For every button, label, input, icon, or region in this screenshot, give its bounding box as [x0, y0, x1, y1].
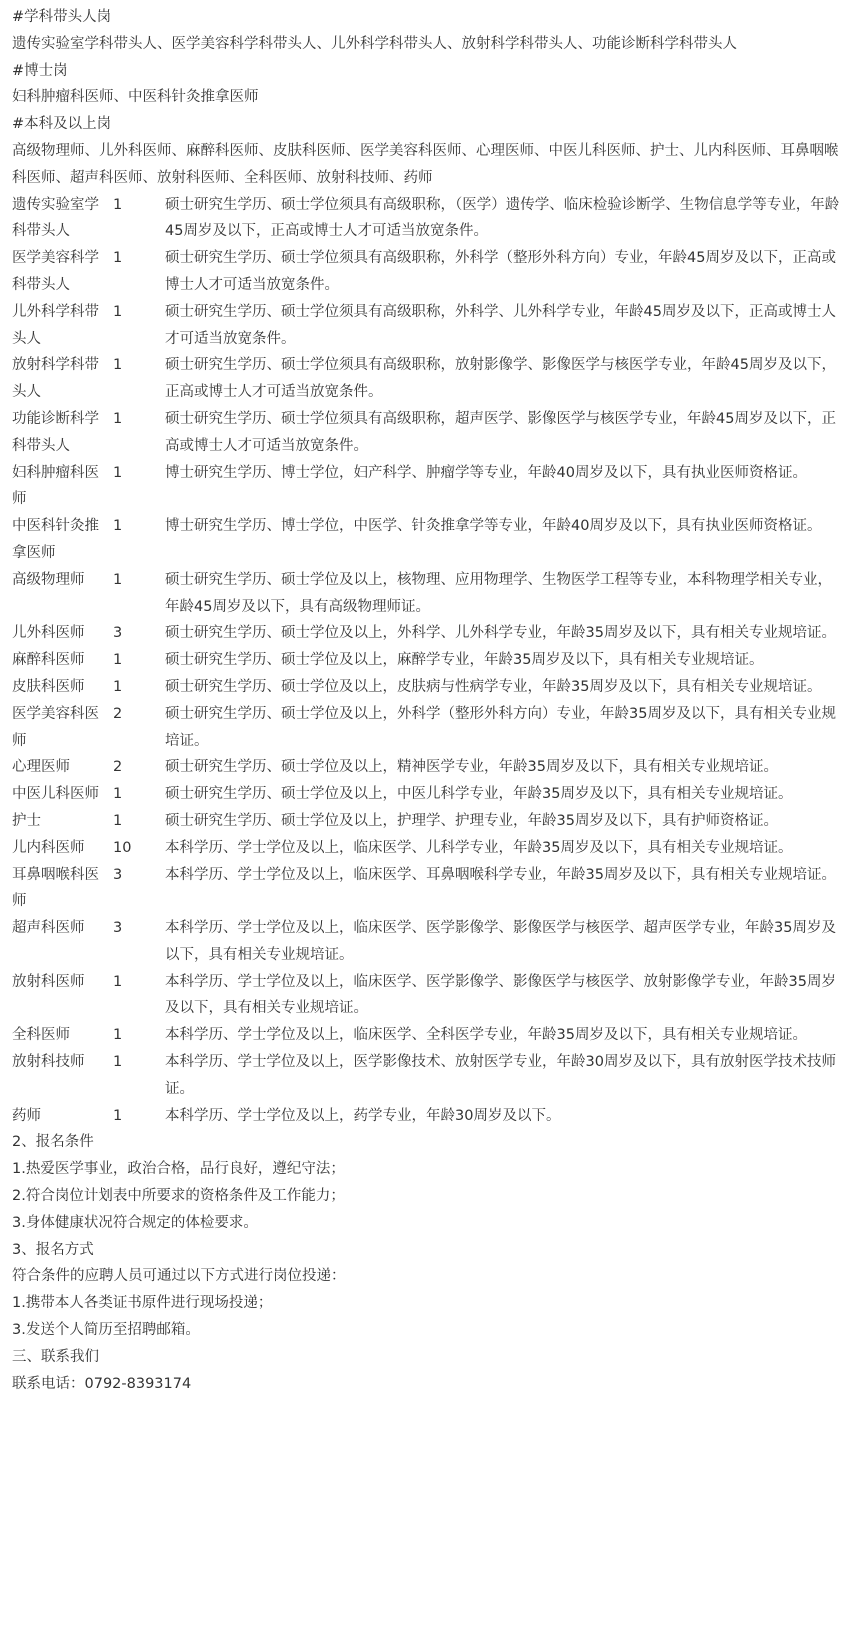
position-name: 中医科针灸推拿医师 — [12, 518, 99, 561]
position-count: 1 — [113, 571, 123, 588]
table-row — [12, 915, 843, 969]
condition-item: 2.符合岗位计划表中所要求的资格条件及工作能力； — [12, 1188, 345, 1205]
table-row — [12, 406, 843, 460]
table-row — [12, 647, 843, 674]
table-row — [12, 862, 843, 916]
position-name: 儿内科医师 — [12, 839, 85, 856]
position-name: 放射科学科带头人 — [12, 357, 99, 401]
position-name: 医学美容科医师 — [12, 705, 99, 749]
positions-table — [12, 192, 843, 1130]
table-row — [12, 460, 843, 514]
position-count: 1 — [113, 812, 123, 829]
table-row — [12, 192, 843, 246]
table-row — [12, 754, 843, 781]
position-name: 儿外科学科带头人 — [12, 303, 99, 347]
table-row — [12, 1103, 843, 1130]
position-count: 1 — [113, 1027, 123, 1044]
position-name: 耳鼻咽喉科医师 — [12, 866, 99, 910]
position-name: 全科医师 — [12, 1027, 70, 1044]
table-row — [12, 1049, 843, 1103]
method-item: 3.发送个人简历至招聘邮箱。 — [12, 1322, 200, 1339]
position-name: 皮肤科医师 — [12, 678, 85, 695]
bachelor-positions-list: 高级物理师、儿外科医师、麻醉科医师、皮肤科医师、医学美容科医师、心理医师、中医儿科医师、护士、儿内科医师、耳鼻咽喉科医师、超声科医师、放射科医师、全科医师、放射科技师、药师 — [12, 142, 839, 186]
table-row — [12, 620, 843, 647]
method-intro: 符合条件的应聘人员可通过以下方式进行岗位投递： — [12, 1268, 346, 1285]
position-requirements: 博士研究生学历、博士学位，中医学、针灸推拿学等专业，年龄40周岁及以下，具有执业医师资格证。 — [165, 518, 822, 535]
doctoral-positions-list: 妇科肿瘤科医师、中医科针灸推拿医师 — [12, 89, 259, 106]
table-row — [12, 299, 843, 353]
position-requirements: 硕士研究生学历、硕士学位及以上，护理学、护理专业，年龄35周岁及以下，具有护师资格证。 — [165, 812, 778, 829]
position-count: 1 — [113, 1107, 123, 1124]
position-requirements: 硕士研究生学历、硕士学位须具有高级职称，超声医学、影像医学与核医学专业，年龄45周岁及以下，正高或博士人才可适当放宽条件。 — [165, 410, 836, 454]
position-count: 2 — [113, 759, 123, 776]
position-requirements: 硕士研究生学历、硕士学位及以上，麻醉学专业，年龄35周岁及以下，具有相关专业规培证。 — [165, 652, 764, 669]
position-count: 1 — [113, 410, 123, 427]
position-name: 中医儿科医师 — [12, 786, 99, 803]
position-requirements: 硕士研究生学历、硕士学位须具有高级职称，外科学（整形外科方向）专业，年龄45周岁及以下，正高或博士人才可适当放宽条件。 — [165, 250, 836, 293]
position-requirements: 硕士研究生学历、硕士学位须具有高级职称，（医学）遗传学、临床检验诊断学、生物信息学等专业，年龄45周岁及以下，正高或博士人才可适当放宽条件。 — [165, 196, 840, 240]
position-name: 超声科医师 — [12, 920, 85, 937]
position-requirements: 本科学历、学士学位及以上，临床医学、耳鼻咽喉科学专业，年龄35周岁及以下，具有相关专业规培证。 — [165, 866, 836, 883]
position-count: 1 — [113, 973, 123, 990]
position-requirements: 本科学历、学士学位及以上，临床医学、医学影像学、影像医学与核医学、放射影像学专业，年龄35周岁及以下，具有相关专业规培证。 — [165, 973, 836, 1017]
position-requirements: 硕士研究生学历、硕士学位及以上，外科学、儿外科学专业，年龄35周岁及以下，具有相关专业规培证。 — [165, 625, 836, 642]
discipline-leaders-list: 遗传实验室学科带头人、医学美容科学科带头人、儿外科学科带头人、放射科学科带头人、功能诊断科学科带头人 — [12, 35, 737, 52]
position-name: 护士 — [12, 812, 41, 829]
condition-item: 1.热爱医学事业，政治合格，品行良好，遵纪守法； — [12, 1161, 345, 1178]
header-section — [12, 4, 843, 192]
table-row — [12, 567, 843, 621]
position-name: 药师 — [12, 1107, 41, 1124]
position-count: 3 — [113, 920, 123, 937]
table-row — [12, 781, 843, 808]
section-heading-doctoral: #博士岗 — [12, 62, 68, 79]
position-requirements: 博士研究生学历、博士学位，妇产科学、肿瘤学等专业，年龄40周岁及以下，具有执业医师资格证。 — [165, 464, 807, 481]
method-item: 1.携带本人各类证书原件进行现场投递； — [12, 1295, 273, 1312]
position-count: 1 — [113, 652, 123, 669]
position-count: 1 — [113, 1054, 123, 1071]
position-count: 1 — [113, 464, 123, 481]
position-name: 放射科医师 — [12, 973, 85, 990]
position-count: 1 — [113, 518, 123, 535]
position-requirements: 硕士研究生学历、硕士学位及以上，核物理、应用物理学、生物医学工程等专业，本科物理学相关专业，年龄45周岁及以下，具有高级物理师证。 — [165, 571, 832, 615]
position-requirements: 硕士研究生学历、硕士学位及以上，皮肤病与性病学专业，年龄35周岁及以下，具有相关专业规培证。 — [165, 678, 822, 695]
position-name: 妇科肿瘤科医师 — [12, 464, 99, 508]
position-name: 功能诊断科学科带头人 — [12, 410, 99, 454]
position-requirements: 本科学历、学士学位及以上，药学专业，年龄30周岁及以下。 — [165, 1107, 561, 1124]
position-name: 心理医师 — [12, 759, 70, 776]
position-requirements: 本科学历、学士学位及以上，临床医学、医学影像学、影像医学与核医学、超声医学专业，年龄35周岁及以下，具有相关专业规培证。 — [165, 920, 836, 963]
table-row — [12, 701, 843, 755]
condition-item: 3.身体健康状况符合规定的体检要求。 — [12, 1214, 258, 1231]
position-name: 高级物理师 — [12, 571, 85, 588]
footer-section — [12, 1129, 843, 1397]
table-row — [12, 352, 843, 406]
table-row — [12, 835, 843, 862]
heading-application-conditions: 2、报名条件 — [12, 1134, 94, 1151]
table-row — [12, 808, 843, 835]
position-requirements: 本科学历、学士学位及以上，临床医学、全科医学专业，年龄35周岁及以下，具有相关专业规培证。 — [165, 1027, 807, 1044]
contact-phone: 联系电话：0792-8393174 — [12, 1375, 192, 1392]
position-requirements: 本科学历、学士学位及以上，医学影像技术、放射医学专业，年龄30周岁及以下，具有放射医学技术技师证。 — [165, 1054, 836, 1097]
position-requirements: 硕士研究生学历、硕士学位须具有高级职称，外科学、儿外科学专业，年龄45周岁及以下，正高或博士人才可适当放宽条件。 — [165, 303, 836, 347]
position-name: 遗传实验室学科带头人 — [12, 196, 99, 240]
position-count: 1 — [113, 678, 123, 695]
section-heading-discipline-leaders: #学科带头人岗 — [12, 9, 112, 25]
position-name: 儿外科医师 — [12, 625, 85, 642]
table-row — [12, 674, 843, 701]
heading-contact-us: 三、联系我们 — [12, 1348, 99, 1365]
position-count: 1 — [113, 196, 123, 213]
table-row — [12, 513, 843, 567]
position-requirements: 硕士研究生学历、硕士学位及以上，外科学（整形外科方向）专业，年龄35周岁及以下，具有相关专业规培证。 — [165, 705, 836, 749]
position-requirements: 硕士研究生学历、硕士学位及以上，精神医学专业，年龄35周岁及以下，具有相关专业规培证。 — [165, 759, 778, 776]
section-heading-bachelor: #本科及以上岗 — [12, 116, 112, 133]
position-requirements: 硕士研究生学历、硕士学位及以上，中医儿科学专业，年龄35周岁及以下，具有相关专业规培证。 — [165, 786, 793, 803]
table-row — [12, 1022, 843, 1049]
position-count: 1 — [113, 250, 123, 267]
position-name: 麻醉科医师 — [12, 652, 85, 669]
position-count: 2 — [113, 705, 123, 722]
position-count: 3 — [113, 625, 123, 642]
position-name: 医学美容科学科带头人 — [12, 250, 99, 293]
heading-application-method: 3、报名方式 — [12, 1241, 94, 1258]
position-count: 3 — [113, 866, 123, 883]
position-name: 放射科技师 — [12, 1054, 85, 1071]
position-count: 10 — [113, 839, 132, 856]
table-row — [12, 969, 843, 1023]
position-requirements: 本科学历、学士学位及以上，临床医学、儿科学专业，年龄35周岁及以下，具有相关专业规培证。 — [165, 839, 793, 856]
position-count: 1 — [113, 303, 123, 320]
position-count: 1 — [113, 786, 123, 803]
position-count: 1 — [113, 357, 123, 374]
table-row — [12, 245, 843, 299]
position-requirements: 硕士研究生学历、硕士学位须具有高级职称，放射影像学、影像医学与核医学专业，年龄45周岁及以下，正高或博士人才可适当放宽条件。 — [165, 357, 836, 401]
